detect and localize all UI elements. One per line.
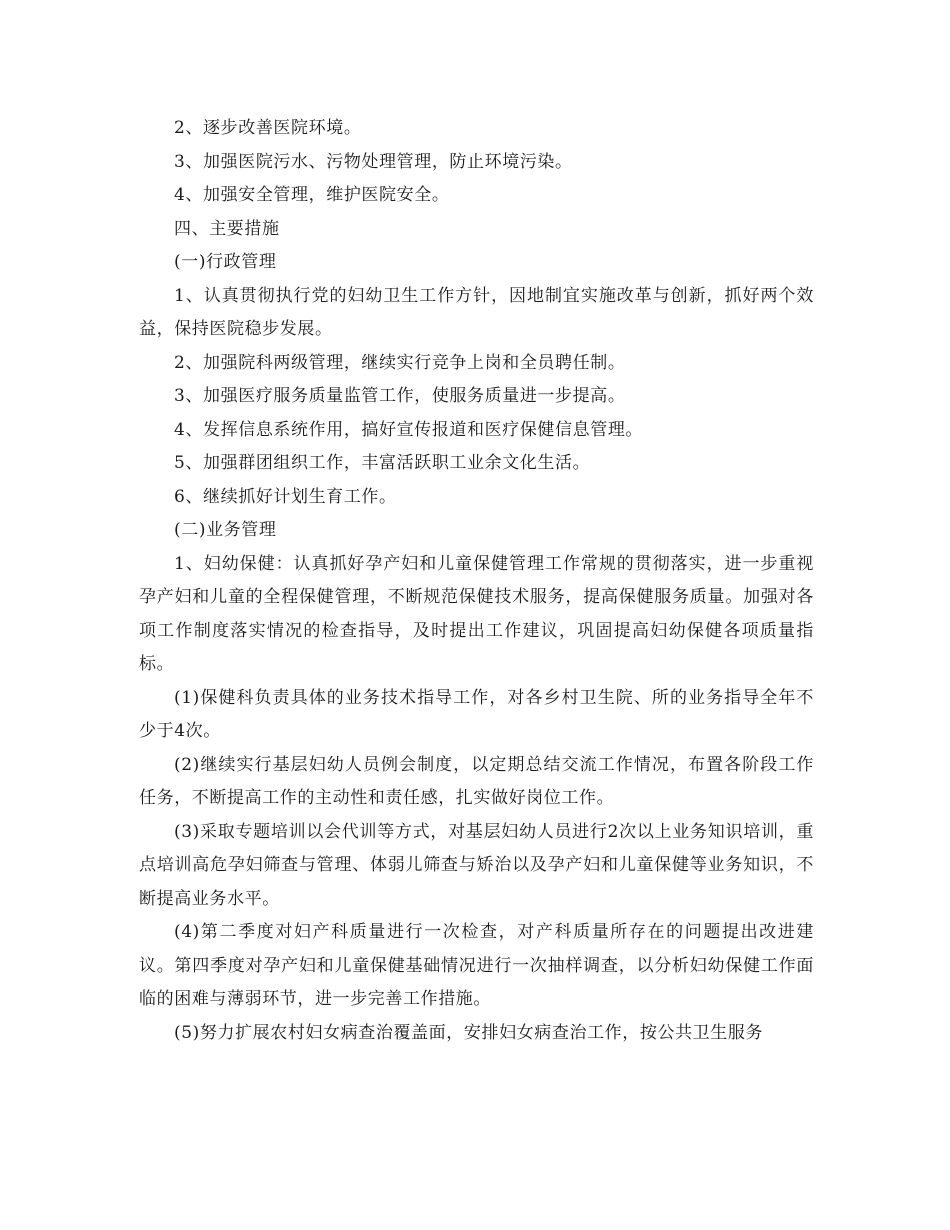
subsection-heading-administration: (一)行政管理 <box>174 252 277 272</box>
paragraph-sub-item-4: (4)第二季度对妇产科质量进行一次检查，对产科质量所存在的问题提出改进建议。第四季度对孕产妇和儿童保健基础情况进行一次抽样调查，以分析妇幼保健工作面临的困难与薄弱环节，进一步完善工作措施。 <box>139 922 814 1009</box>
paragraph-sub-item-5: (5)努力扩展农村妇女病查治覆盖面，安排妇女病查治工作，按公共卫生服务 <box>174 1022 764 1043</box>
section-heading-main-measures: 四、主要措施 <box>174 218 280 239</box>
paragraph-sub-item-1: (1)保健科负责具体的业务技术指导工作，对各乡村卫生院、所的业务指导全年不少于4次。 <box>139 687 814 741</box>
paragraph-admin-item-2: 2、加强院科两级管理，继续实行竞争上岗和全员聘任制。 <box>174 352 626 373</box>
paragraph-admin-item-3: 3、加强医疗服务质量监管工作，使服务质量进一步提高。 <box>174 386 626 406</box>
paragraph-admin-item-4: 4、发挥信息系统作用，搞好宣传报道和医疗保健信息管理。 <box>174 419 644 440</box>
document-body <box>139 112 814 1050</box>
paragraph-admin-item-1: 1、认真贯彻执行党的妇幼卫生工作方针，因地制宜实施改革与创新，抓好两个效益，保持医院稳步发展。 <box>139 285 814 339</box>
paragraph-improve-environment: 2、逐步改善医院环境。 <box>174 118 362 138</box>
paragraph-maternal-child-health: 1、妇幼保健：认真抓好孕产妇和儿童保健管理工作常规的贯彻落实，进一步重视孕产妇和儿童的全程保健管理，不断规范保健技术服务，提高保健服务质量。加强对各项工作制度落实情况的检查指导，及时提出工作建议，巩固提高妇幼保健各项质量指标。 <box>139 553 814 674</box>
subsection-heading-business: (二)业务管理 <box>174 520 277 540</box>
paragraph-admin-item-6: 6、继续抓好计划生育工作。 <box>174 486 397 507</box>
paragraph-safety-management: 4、加强安全管理，维护医院安全。 <box>174 185 450 205</box>
paragraph-sub-item-2: (2)继续实行基层妇幼人员例会制度，以定期总结交流工作情况，布置各阶段工作任务，不断提高工作的主动性和责任感，扎实做好岗位工作。 <box>139 754 814 808</box>
paragraph-sewage-management: 3、加强医院污水、污物处理管理，防止环境污染。 <box>174 151 573 172</box>
paragraph-sub-item-3: (3)采取专题培训以会代训等方式，对基层妇幼人员进行2次以上业务知识培训，重点培训高危孕妇筛查与管理、体弱儿筛查与矫治以及孕产妇和儿童保健等业务知识，不断提高业务水平。 <box>139 821 814 909</box>
paragraph-admin-item-5: 5、加强群团组织工作，丰富活跃职工业余文化生活。 <box>174 453 591 473</box>
